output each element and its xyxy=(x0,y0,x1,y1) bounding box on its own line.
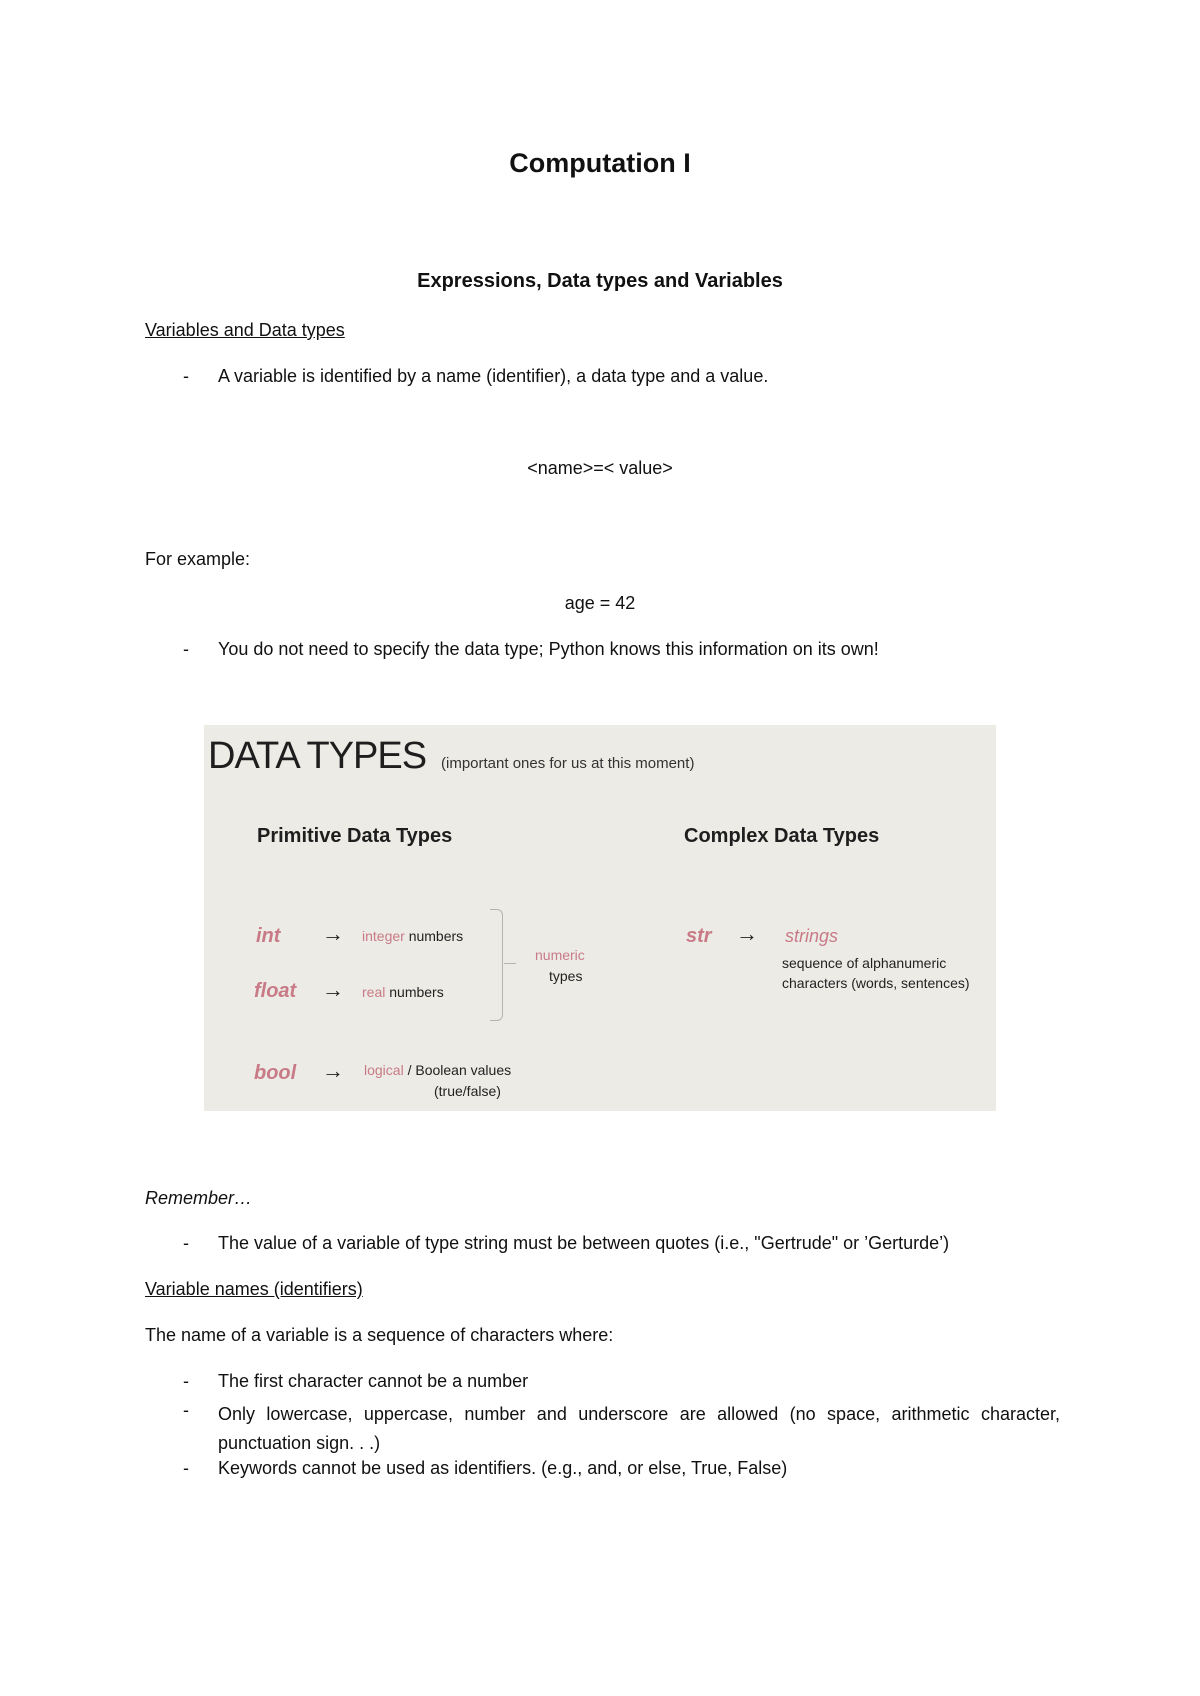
arrow-icon: → xyxy=(322,1058,344,1083)
str-description-line2: characters (words, sentences) xyxy=(782,975,970,991)
page-subtitle: Expressions, Data types and Variables xyxy=(417,270,783,292)
numeric-bracket-tick xyxy=(504,963,516,964)
primitive-heading: Primitive Data Types xyxy=(257,825,453,847)
int-colored-text: integer xyxy=(362,928,405,944)
str-description-line1: sequence of alphanumeric xyxy=(782,955,947,971)
bullet-dash: - xyxy=(183,1371,189,1391)
arrow-icon: → xyxy=(322,977,344,1002)
str-colored-text: strings xyxy=(785,926,839,946)
identifier-rule-3: Keywords cannot be used as identifiers. (e.g., and, or else, True, False) xyxy=(218,1458,788,1478)
float-colored-text: real xyxy=(362,984,386,1000)
bool-values: (true/false) xyxy=(434,1083,501,1099)
arrow-icon: → xyxy=(322,921,344,946)
bullet-python-types: You do not need to specify the data type; Python knows this information on its own! xyxy=(218,639,879,659)
section-heading-variables: Variables and Data types xyxy=(145,320,345,340)
section-heading-identifiers: Variable names (identifiers) xyxy=(145,1279,363,1299)
arrow-icon: → xyxy=(736,921,758,946)
bool-rest-text: / Boolean values xyxy=(403,1062,512,1078)
bullet-dash: - xyxy=(183,1458,189,1478)
numeric-types-label: types xyxy=(549,968,583,984)
bool-colored-text: logical xyxy=(364,1062,404,1078)
float-description xyxy=(362,984,444,1000)
str-keyword: str xyxy=(686,925,712,947)
bullet-dash: - xyxy=(183,639,189,659)
identifiers-intro: The name of a variable is a sequence of characters where: xyxy=(145,1325,614,1345)
bullet-string-quotes: The value of a variable of type string must be between quotes (i.e., "Gertrude" or ’Gerturde’) xyxy=(218,1233,950,1253)
bool-description xyxy=(364,1062,511,1078)
int-description xyxy=(362,928,463,944)
example-label: For example: xyxy=(145,549,251,569)
syntax-line: <name>=< value> xyxy=(527,458,673,478)
figure-title: DATA TYPES xyxy=(208,735,427,777)
bullet-dash: - xyxy=(183,366,189,386)
example-code: age = 42 xyxy=(564,593,636,613)
page-title: Computation I xyxy=(509,148,691,178)
identifier-rule-2: Only lowercase, uppercase, number and underscore are allowed (no space, arithmetic character, punctuation sign. . .) xyxy=(218,1404,1060,1453)
complex-heading: Complex Data Types xyxy=(684,825,880,847)
float-rest-text: numbers xyxy=(385,984,444,1000)
bullet-dash: - xyxy=(183,1233,189,1253)
data-types-figure xyxy=(204,725,996,1111)
figure-subtitle: (important ones for us at this moment) xyxy=(441,755,695,772)
bullet-dash: - xyxy=(183,1400,189,1420)
bullet-variable-definition: A variable is identified by a name (identifier), a data type and a value. xyxy=(218,366,769,386)
identifier-rule-1: The first character cannot be a number xyxy=(218,1371,529,1391)
remember-label: Remember… xyxy=(145,1188,253,1208)
float-keyword: float xyxy=(254,980,297,1002)
int-rest-text: numbers xyxy=(404,928,464,944)
numeric-bracket xyxy=(490,909,503,1021)
bool-keyword: bool xyxy=(254,1062,297,1084)
numeric-label: numeric xyxy=(535,947,585,963)
int-keyword: int xyxy=(256,925,281,947)
